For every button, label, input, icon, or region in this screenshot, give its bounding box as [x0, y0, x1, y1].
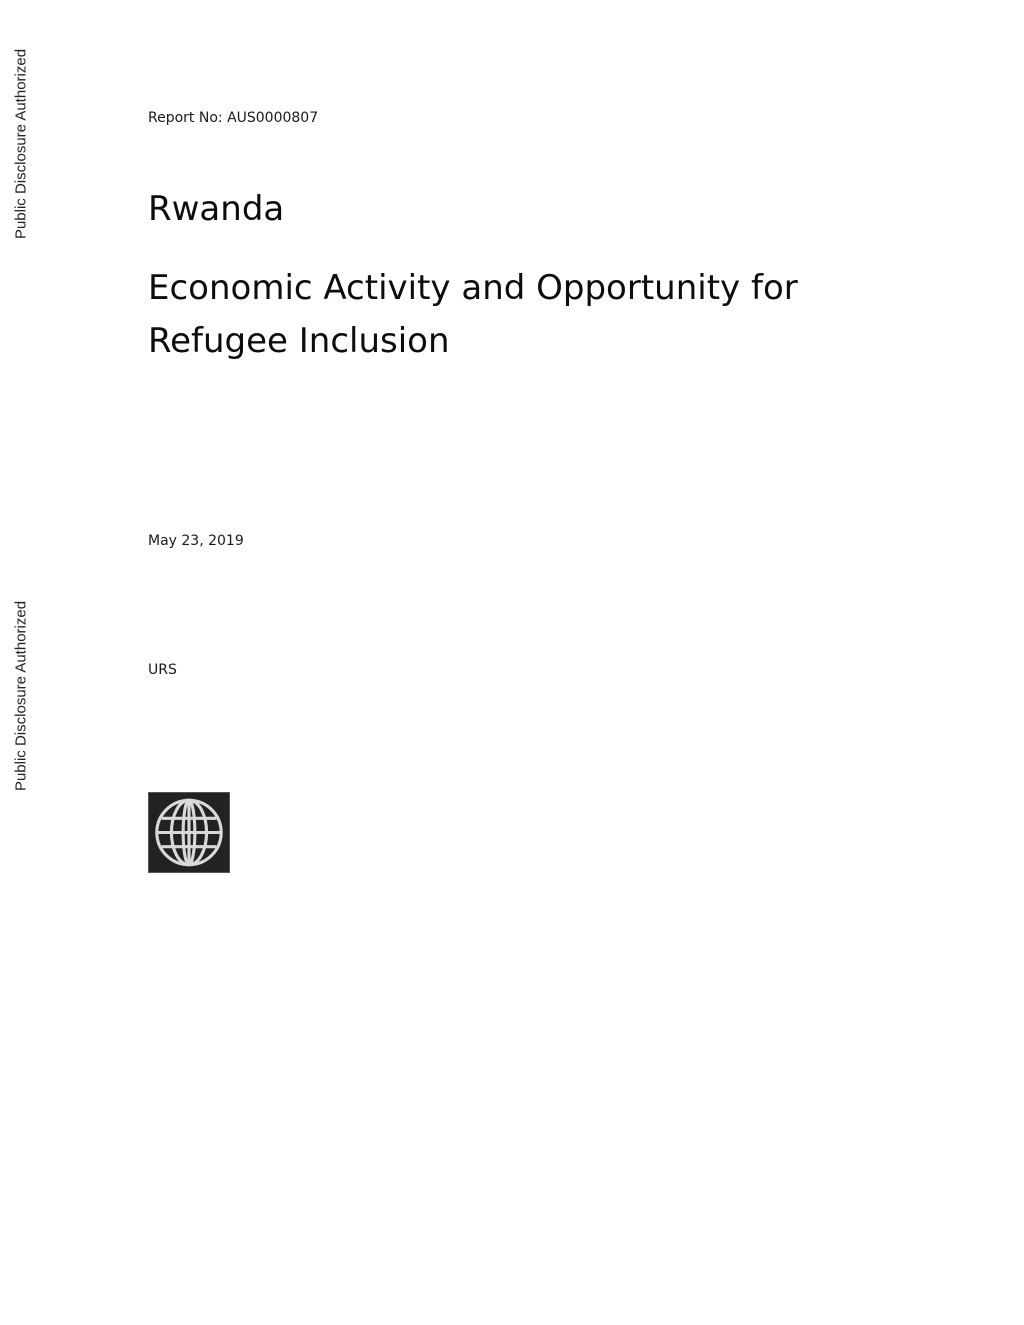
world-bank-logo [148, 792, 230, 873]
report-title: Economic Activity and Opportunity for Refugee Inclusion [148, 268, 798, 361]
globe-icon [149, 793, 229, 872]
unit-code: URS [148, 662, 177, 678]
country-title: Rwanda [148, 189, 285, 229]
disclosure-stamp-bottom-text: Public Disclosure Authorized [12, 600, 30, 792]
report-number: Report No: AUS0000807 [148, 110, 319, 126]
report-date: May 23, 2019 [148, 533, 244, 549]
disclosure-stamp-top-text: Public Disclosure Authorized [12, 48, 30, 240]
